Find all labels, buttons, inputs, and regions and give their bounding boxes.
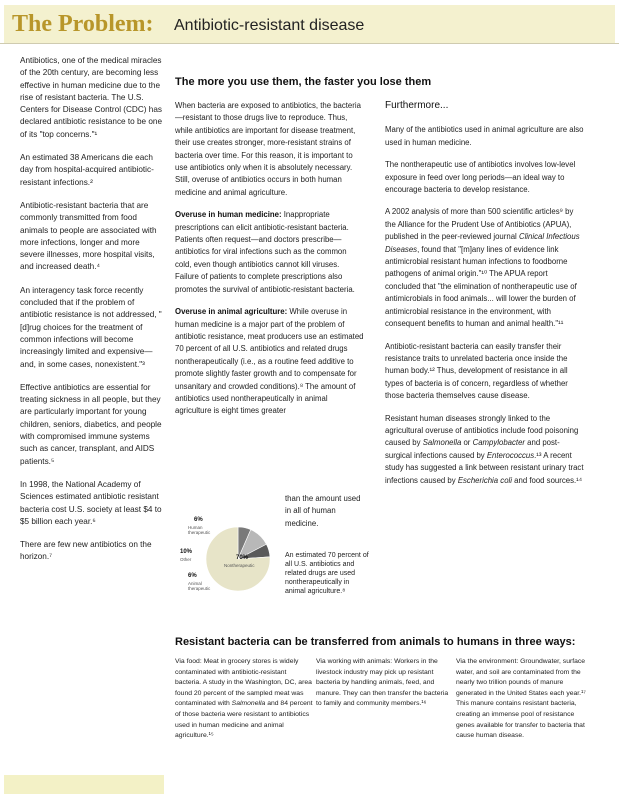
slice-label-name: Nontherapeutic (224, 563, 255, 568)
slice-label-sub: therapeutic (188, 586, 211, 591)
main-title: The more you use them, the faster you lose them (175, 76, 432, 88)
right-paragraph-text: Resistant human diseases strongly linked to the agricultural overuse of antibiotics include food poisoning caused by (385, 413, 579, 448)
transfer-text: Via food: Meat in grocery stores is widely contaminated with antibiotic-resistant bacteria. A study in the Washington, DC, area found 20 percent of the sampled meat was contaminated with (175, 658, 312, 708)
header-divider (0, 43, 619, 44)
species-name: Campylobacter (472, 438, 525, 448)
sidebar-paragraph: Antibiotic-resistant bacteria that are commonly transmitted from food animals to people are associated with more infections, longer and more severe illnesses, more hospital visits, and increased death.⁴ (20, 200, 157, 272)
furthermore-heading: Furthermore... (385, 100, 449, 111)
sidebar-paragraph: An interagency task force recently concluded that if the problem of antibiotic resistance is not addressed, "[d]rug choices for the treatment of common infections will become increasingly limited and expensive—and, in some cases, nonexistent."³ (20, 285, 162, 369)
sidebar-paragraph: An estimated 38 Americans die each day from hospital-acquired antibiotic-resistant infections.² (20, 153, 154, 187)
header-title-rest: Antibiotic-resistant disease (174, 17, 365, 34)
sidebar-paragraph: Effective antibiotics are essential for treating sickness in all people, but they are particularly important for young children, seniors, diabetics, and people with compromised immune systems such as cancer, transplant, and AIDS patients.⁵ (20, 382, 162, 466)
antibiotic-use-figure (176, 515, 276, 605)
right-paragraph: The nontherapeutic use of antibiotics involves low-level exposure in feed over long periods—an ideal way to encourage bacteria to develop resistance. (385, 160, 576, 195)
species-name: Salmonella (422, 438, 462, 448)
sidebar-paragraph: In 1998, the National Academy of Sciences estimated antibiotic resistant bacteria cost U.S. society at least $4 to $5 billion each year.⁶ (20, 479, 162, 526)
species-name: Enterococcus (486, 450, 535, 460)
intro-paragraph: When bacteria are exposed to antibiotics, the bacteria—resistant to those drugs live to reproduce. Thus, while antibiotics are important for disease treatment, their use creates stronger, more-resistant strains of bacteria over time. For this reason, it is important to use antibiotics only when it is absolutely necessary. Still, overuse of antibiotics occurs in both human medicine and animal agriculture. (175, 101, 361, 197)
animal-agriculture-label: Overuse in animal agriculture: (175, 307, 288, 317)
right-paragraph-text: A 2002 analysis of more than 500 scientific articles⁹ by the Alliance for the Prudent Use of Antibiotics (APUA), published in the peer-reviewed journal (385, 207, 574, 242)
sidebar-footer-band (4, 775, 164, 794)
right-paragraph-text: or (461, 438, 473, 448)
slice-label-name: Other (180, 557, 192, 562)
right-paragraph-text: , found that "[m]any lines of evidence link antimicrobial resistant human infections to foodborne pathogens of animal origin."¹⁰ The APUA report concluded that "the elimination of nontherapeutic use of antimicrobials in food animals... will lower the burden of antimicrobial resistance in the environment, with consequent benefits to human and animal health."¹¹ (385, 244, 577, 329)
header-band (4, 5, 615, 43)
right-paragraph-text: .¹³ A recent study has suggested a link between resistant urinary tract infections caused by (385, 450, 584, 485)
human-medicine-text: Inappropriate prescriptions can elicit antibiotic-resistant bacteria. Patients often request—and doctors prescribe—antibiotics for viral infections such as the common cold, even though antibiotics cannot kill viruses. Failure of patients to complete prescriptions also promotes the survival of antibiotic-resistant bacteria. (175, 210, 355, 294)
animal-agriculture-tail: than the amount used in all of human medicine. (285, 494, 361, 528)
header-title-bold: The Problem: (12, 11, 154, 37)
right-paragraph: Many of the antibiotics used in animal agriculture are also used in human medicine. (385, 125, 584, 147)
slice-label-pct: 6% (194, 517, 203, 523)
slice-label-pct: 70% (236, 555, 249, 561)
transfer-via-animals: Via working with animals: Workers in the livestock industry may pick up resistant bacteria by handling animals, feed, and manure. They can then transfer the bacteria to family and community members.¹⁶ (316, 658, 449, 708)
sidebar-paragraph: There are few new antibiotics on the horizon.⁷ (20, 540, 152, 562)
slice-label-pct: 10% (180, 549, 193, 555)
transfer-section-title: Resistant bacteria can be transferred from animals to humans in three ways: (175, 636, 576, 648)
animal-agriculture-text: While overuse in human medicine is a major part of the problem of antibiotic resistance, meat producers use an estimated 70 percent of all U.S. antibiotics and related drugs nontherapeutically (i.e., as a routine feed additive to promote slightly faster growth and to compensate for unsanitary and crowded conditions).⁸ The amount of antibiotics used nontherapeutically in animal agriculture is eight times greater (175, 307, 364, 416)
main-column-right (385, 100, 585, 497)
figure-caption: An estimated 70 percent of all U.S. antibiotics and related drugs are used nontherapeutically in animal agriculture.⁸ (285, 552, 369, 595)
species-name: Salmonella (231, 700, 266, 708)
slice-label-name: Human (188, 525, 203, 530)
transfer-via-food (175, 657, 313, 742)
transfer-text: and 84 percent of those bacteria were resistant to antibiotics used in human medicine and animal agriculture.¹⁵ (175, 700, 313, 740)
animal-agriculture-paragraph (175, 306, 365, 418)
human-medicine-paragraph (175, 209, 365, 296)
slice-label-pct: 6% (188, 573, 197, 579)
species-name: Escherichia coli (457, 475, 512, 485)
sidebar-paragraph: Antibiotics, one of the medical miracles of the 20th century, are becoming less effective in human medicine due to the rise of resistant bacteria. The U.S. Centers for Disease Control (CDC) has declared antibiotic resistance to be one of its "top concerns."¹ (20, 56, 163, 139)
slice-label-name: Animal (188, 581, 202, 586)
right-paragraph-text: and food sources.¹⁴ (512, 475, 583, 485)
right-paragraph (385, 206, 585, 330)
journal-title: Clinical Infectious Diseases (385, 232, 580, 254)
slice-label-sub: therapeutic (188, 530, 211, 535)
transfer-via-environment: Via the environment: Groundwater, surface water, and soil are contaminated from the nearly two trillion pounds of manure generated in the United States each year.¹⁷ This manure contains resistant bacteria, creating an immense pool of resistance genes available for transfer to bacteria that cause human disease. (456, 658, 586, 740)
right-paragraph (385, 413, 585, 487)
human-medicine-label: Overuse in human medicine: (175, 210, 282, 220)
main-column-middle (175, 100, 365, 428)
sidebar (20, 55, 164, 795)
right-paragraph-text: and post-surgical infections caused by (385, 438, 560, 460)
right-paragraph: Antibiotic-resistant bacteria can easily transfer their resistance traits to unrelated bacteria once inside the human body.¹² Thus, development of resistance in all types of bacteria is of concern, regardless of whether those bacteria themselves cause disease. (385, 341, 568, 401)
